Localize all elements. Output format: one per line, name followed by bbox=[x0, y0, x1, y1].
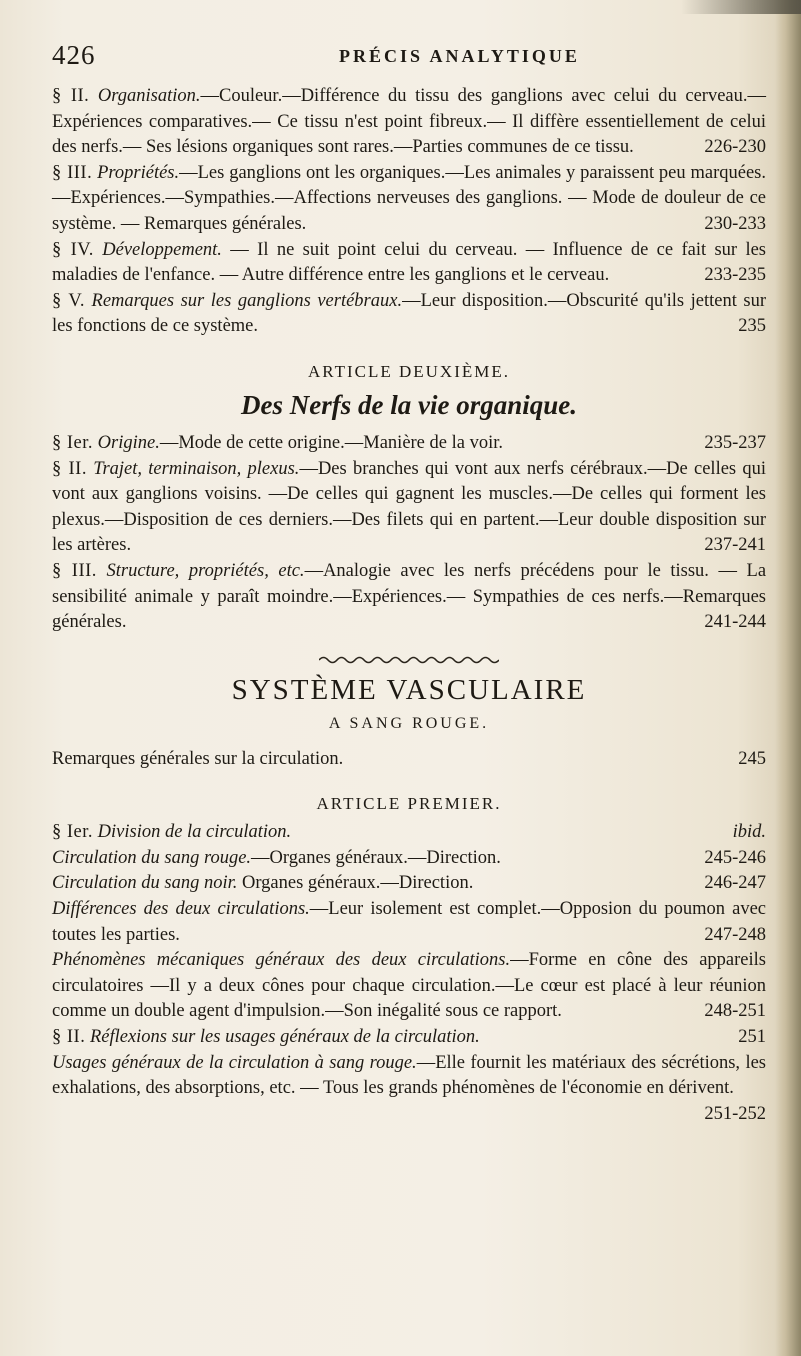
page-header bbox=[52, 40, 766, 84]
running-head: PRÉCIS ANALYTIQUE bbox=[339, 46, 580, 66]
entry-reflexions bbox=[52, 1025, 766, 1051]
article-premier-heading: ARTICLE PREMIER. bbox=[316, 794, 502, 814]
entry-lead: Développement. bbox=[102, 239, 222, 260]
entry-text: —Leur disposition.—Obscurité qu'ils jettent sur les fonctions de ce système. bbox=[52, 290, 766, 337]
entry-text: —Leur isolement est complet.—Opposion du poumon avec toutes les parties. bbox=[52, 899, 766, 945]
general-remarks bbox=[52, 747, 766, 773]
entry-differences bbox=[52, 897, 766, 948]
entry-text: Organes généraux.—Direction. bbox=[237, 873, 474, 894]
entry-section-mark: § Ier. bbox=[52, 822, 94, 843]
page-corner-shadow bbox=[681, 0, 801, 14]
entry-lead: Division de la circulation. bbox=[97, 822, 292, 843]
entry-lead: Origine. bbox=[97, 432, 160, 453]
entry-pages: 245-246 bbox=[704, 847, 766, 868]
entry-origine bbox=[52, 431, 766, 457]
page-content bbox=[52, 40, 766, 1127]
entry-pages: 226-230 bbox=[704, 137, 766, 158]
entry-section-mark: § III. bbox=[52, 560, 97, 581]
general-remarks-text: Remarques générales sur la circulation. bbox=[52, 748, 344, 769]
entry-lead: Organisation. bbox=[97, 86, 201, 106]
entry-developpement bbox=[52, 238, 766, 289]
entry-pages: 251 bbox=[738, 1027, 766, 1048]
general-remarks-pages: 245 bbox=[738, 748, 766, 769]
entry-organisation bbox=[52, 84, 766, 161]
entry-division bbox=[52, 820, 766, 846]
entry-section-mark: § II. bbox=[52, 458, 87, 479]
entry-ganglions-vertebraux bbox=[52, 289, 766, 340]
system-subtitle: A SANG ROUGE. bbox=[328, 714, 490, 732]
entry-text: —Mode de cette origine.—Manière de la voir. bbox=[159, 432, 503, 453]
entry-lead: Usages généraux de la circulation à sang rouge. bbox=[52, 1052, 417, 1073]
entry-lead: Réflexions sur les usages généraux de la circulation. bbox=[89, 1027, 480, 1048]
entry-lead: Structure, propriétés, etc. bbox=[106, 560, 305, 581]
entry-text: —Elle fournit les matériaux des sécrétions, les exhalations, des absorptions, etc. — Tous les grands phénomènes de l'économie en dérivent. bbox=[52, 1052, 766, 1099]
entry-proprietes bbox=[52, 161, 766, 238]
entry-section-mark: § II. bbox=[52, 86, 90, 106]
entry-list-nerfs bbox=[52, 431, 766, 636]
entry-list-ganglions bbox=[52, 84, 766, 340]
entry-pages: 235-237 bbox=[704, 432, 766, 453]
entry-section-mark: § IV. bbox=[52, 239, 94, 260]
entry-lead: Circulation du sang rouge. bbox=[52, 847, 252, 868]
entry-pages: 247-248 bbox=[704, 924, 766, 945]
entry-lead: Remarques sur les ganglions vertébraux. bbox=[91, 290, 403, 311]
entry-sang-noir bbox=[52, 871, 766, 897]
system-title: SYSTÈME VASCULAIRE bbox=[231, 673, 587, 706]
entry-structure bbox=[52, 559, 766, 636]
entry-lead: Différences des deux circulations. bbox=[52, 899, 310, 920]
entry-text: —Analogie avec les nerfs précédens pour le tissu. — La sensibilité animale y paraît moindre.—Expériences.— Sympathies de ces nerfs.—Remarques générales. bbox=[52, 560, 767, 633]
entry-lead: Phénomènes mécaniques généraux des deux circulations. bbox=[52, 950, 511, 971]
entry-pages: 233-235 bbox=[704, 265, 766, 286]
entry-lead: Propriétés. bbox=[97, 162, 180, 183]
entry-lead: Trajet, terminaison, plexus. bbox=[93, 458, 300, 479]
entry-pages: 241-244 bbox=[704, 612, 766, 633]
entry-usages bbox=[52, 1051, 766, 1124]
entry-trajet bbox=[52, 457, 766, 559]
entry-pages: 248-251 bbox=[704, 1001, 766, 1022]
entry-text: —Forme en cône des appareils circulatoires —Il y a deux cônes pour chaque circulation.—Le cœur est placé à leur réunion comme un double agent d'impulsion.—Son inégalité sous ce rapport. bbox=[52, 950, 766, 1022]
entry-pages: 235 bbox=[738, 316, 766, 337]
entry-phenomenes bbox=[52, 948, 766, 1025]
article-deuxieme-heading: ARTICLE DEUXIÈME. bbox=[307, 361, 510, 381]
wave-ornament bbox=[319, 655, 499, 665]
entry-text: —Couleur.—Différence du tissu des ganglions avec celui du cerveau.—Expériences comparatives.— Ce tissu n'est point fibreux.— Il diffère essentiellement de celui des nerfs.— Ses lésions organiques sont rares.—Parties communes de ce tissu. bbox=[52, 86, 767, 158]
entry-text: — Il ne suit point celui du cerveau. — Influence de ce fait sur les maladies de l'enfance. — Autre différence entre les ganglions et le cerveau. bbox=[52, 239, 766, 286]
entry-pages: ibid. bbox=[732, 822, 766, 843]
entry-section-mark: § II. bbox=[52, 1027, 86, 1048]
entry-pages: 237-241 bbox=[704, 535, 766, 556]
entry-text: —Organes généraux.—Direction. bbox=[251, 847, 501, 868]
entry-sang-rouge bbox=[52, 846, 766, 872]
entry-pages: 246-247 bbox=[704, 873, 766, 894]
page-edge-shadow bbox=[775, 0, 801, 1356]
ornament-divider bbox=[52, 652, 766, 664]
entry-section-mark: § III. bbox=[52, 162, 93, 183]
entry-section-mark: § Ier. bbox=[52, 432, 94, 453]
page-number: 426 bbox=[52, 40, 96, 70]
entry-section-mark: § V. bbox=[52, 290, 86, 311]
article-deuxieme-title: Des Nerfs de la vie organique. bbox=[241, 389, 577, 420]
entry-text: —Les ganglions ont les organiques.—Les animales y paraissent peu marquées.—Expériences.—Sympathies.—Affections nerveuses des ganglions. — Mode de douleur de ce système. — Remarques générales. bbox=[52, 162, 767, 234]
entry-lead: Circulation du sang noir. bbox=[52, 873, 238, 894]
entry-pages: 251-252 bbox=[704, 1103, 766, 1124]
entry-list-circulation bbox=[52, 820, 766, 1127]
entry-pages: 230-233 bbox=[704, 213, 766, 234]
entry-text: —Des branches qui vont aux nerfs cérébraux.—De celles qui vont aux ganglions voisins. —De celles qui gagnent les muscles.—De celles qui forment les plexus.—Disposition de ces derniers.—Des filets qui en partent.—Leur double disposition sur les artères. bbox=[52, 458, 766, 556]
